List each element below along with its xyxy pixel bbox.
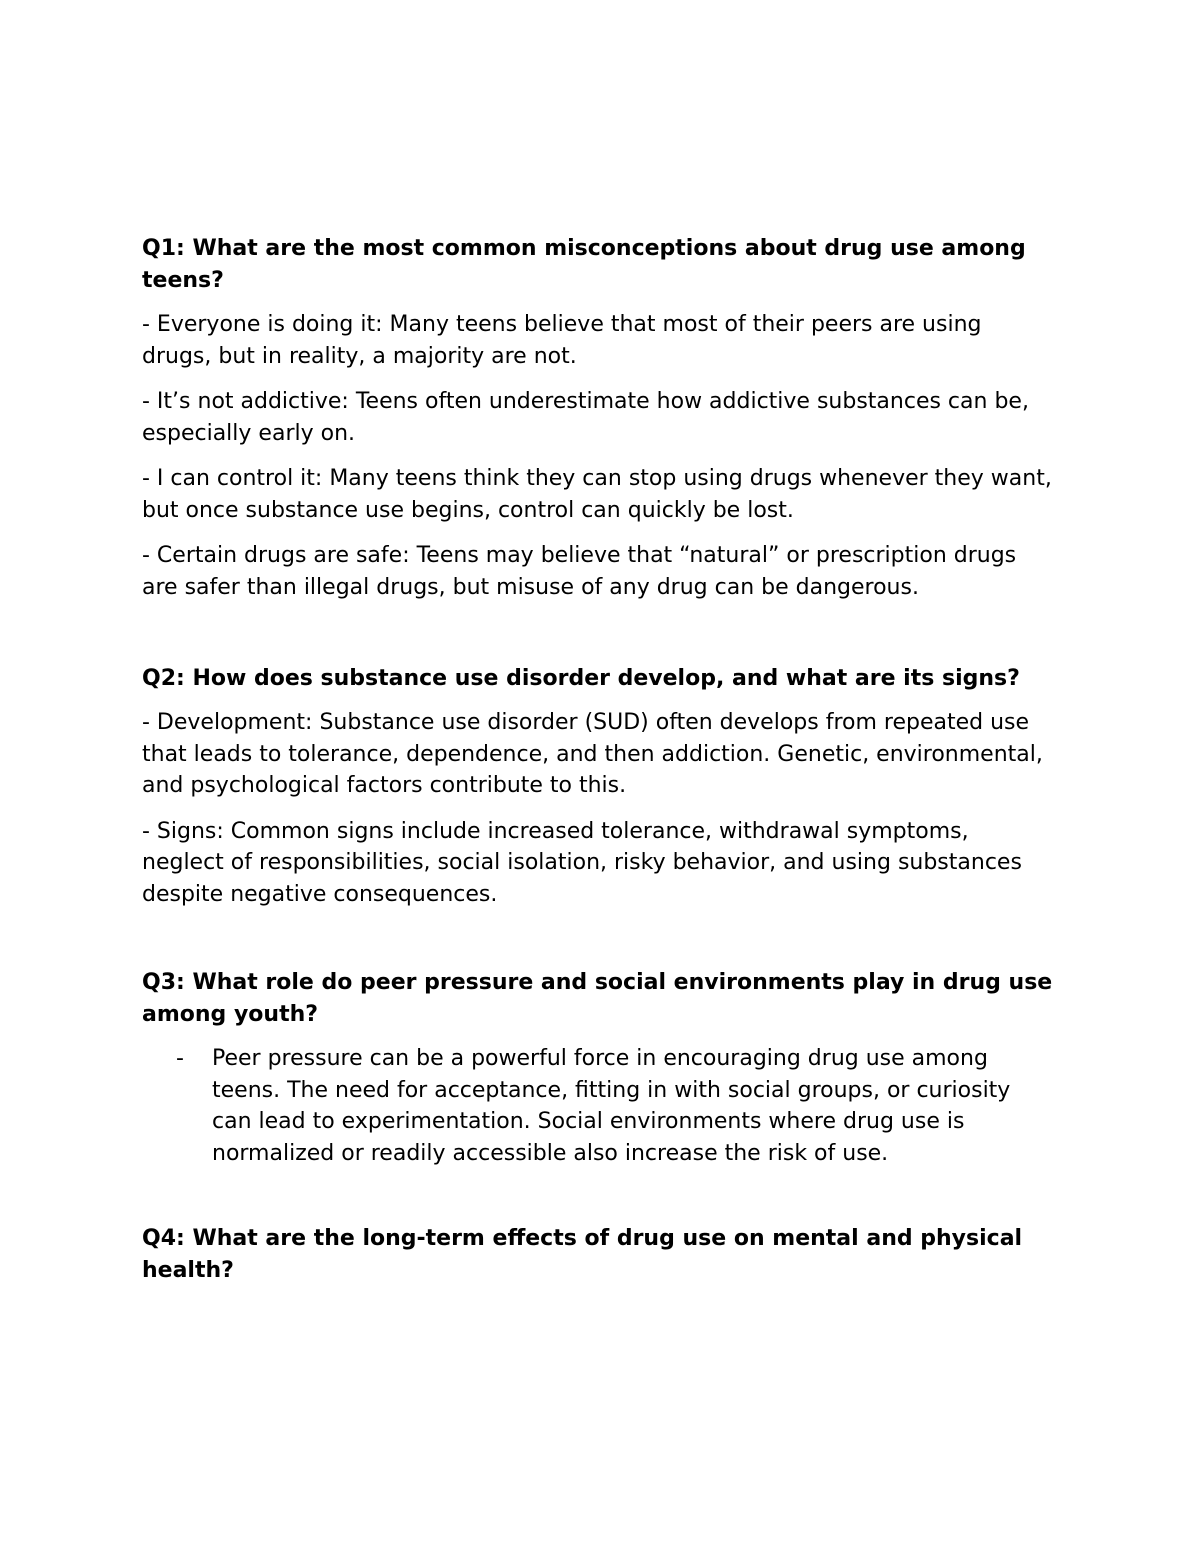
answer-point: - It’s not addictive: Teens often underestimate how addictive substances can be, especially early on.	[142, 389, 1029, 446]
section-q1	[142, 233, 1054, 603]
question-heading: Q2: How does substance use disorder develop, and what are its signs?	[142, 666, 1020, 691]
answer-point: - Development: Substance use disorder (SUD) often develops from repeated use that leads to tolerance, dependence, and then addiction. Genetic, environmental, and psychological factors contribute to this.	[142, 710, 1043, 798]
answer-point: - Signs: Common signs include increased tolerance, withdrawal symptoms, neglect of responsibilities, social isolation, risky behavior, and using substances despite negative consequences.	[142, 818, 1022, 907]
question-heading: Q3: What role do peer pressure and social environments play in drug use among youth?	[142, 970, 1053, 1027]
question-heading: Q1: What are the most common misconceptions about drug use among teens?	[142, 236, 1026, 293]
answer-point: - Certain drugs are safe: Teens may believe that “natural” or prescription drugs are safer than illegal drugs, but misuse of any drug can be dangerous.	[142, 543, 1017, 600]
answer-point: - Everyone is doing it: Many teens believe that most of their peers are using drugs, but in reality, a majority are not.	[142, 312, 982, 369]
section-q4	[142, 1223, 1054, 1287]
bullet-item	[142, 1043, 1054, 1169]
answer-point: - I can control it: Many teens think they can stop using drugs whenever they want, but once substance use begins, control can quickly be lost.	[142, 466, 1052, 523]
bullet-text: Peer pressure can be a powerful force in encouraging drug use among teens. The need for acceptance, fitting in with social groups, or curiosity can lead to experimentation. Social environments where drug use is normalized or readily accessible also increase the risk of use.	[212, 1046, 1011, 1166]
section-q2	[142, 663, 1054, 910]
bullet-marker: -	[176, 1046, 184, 1071]
section-q3	[142, 967, 1054, 1169]
question-heading: Q4: What are the long-term effects of drug use on mental and physical health?	[142, 1226, 1023, 1283]
document-page	[142, 233, 1054, 1299]
